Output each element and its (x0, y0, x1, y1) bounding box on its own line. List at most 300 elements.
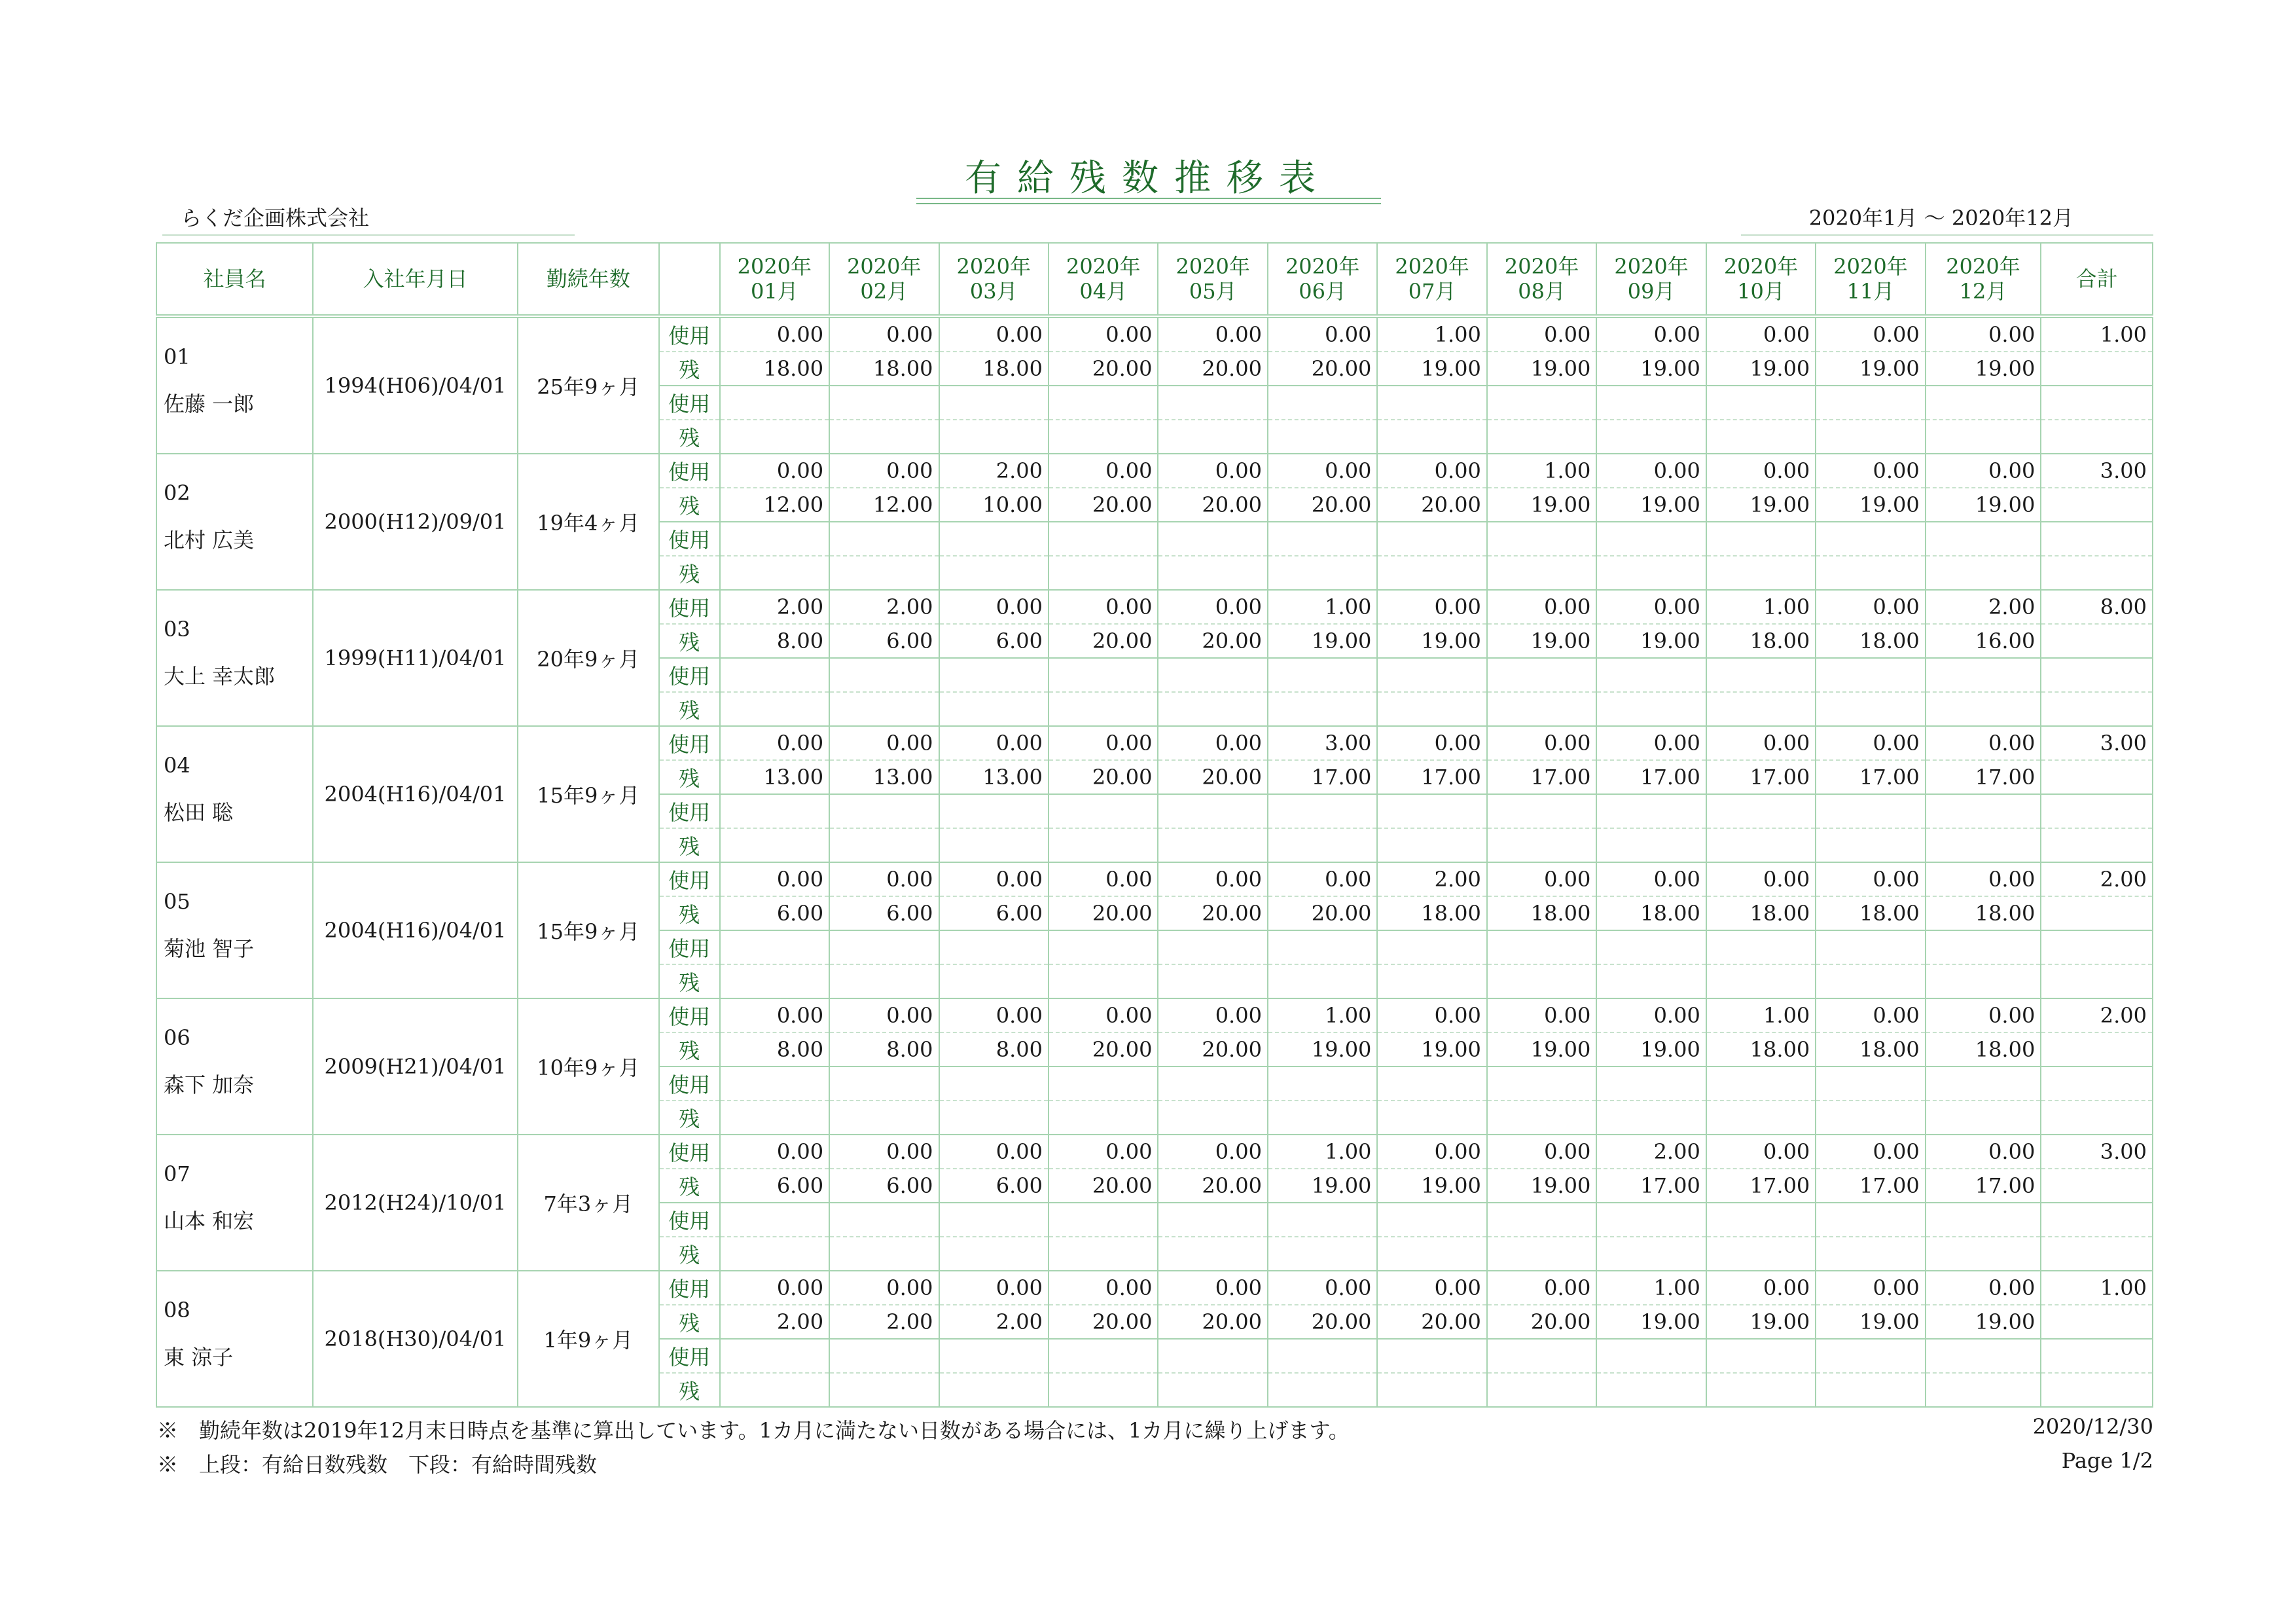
used-hours-cell (1158, 658, 1267, 692)
used-hours-cell (939, 522, 1049, 556)
header-month: 2020年 03月 (939, 243, 1049, 316)
table-row (156, 454, 2153, 488)
used-hours-cell (1268, 658, 1377, 692)
used-days-cell: 0.00 (1596, 316, 1706, 352)
used-days-cell: 0.00 (1049, 454, 1158, 488)
used-hours-cell (1158, 930, 1267, 964)
used-days-cell: 2.00 (829, 590, 939, 624)
remaining-hours-cell (939, 1237, 1049, 1271)
hire-date: 2012(H24)/10/01 (313, 1135, 518, 1271)
remaining-hours-cell (1049, 1373, 1158, 1407)
hours-total-cell (2041, 1203, 2153, 1237)
remaining-hours-cell (829, 692, 939, 726)
remaining-days-cell: 18.00 (1377, 896, 1486, 930)
remaining-hours-cell (1596, 1373, 1706, 1407)
employee-id: 04 (164, 753, 190, 778)
used-days-cell: 0.00 (720, 454, 829, 488)
used-days-cell: 0.00 (1926, 726, 2041, 760)
used-days-cell: 0.00 (939, 1271, 1049, 1305)
used-hours-cell (829, 930, 939, 964)
used-hours-cell (1377, 1067, 1486, 1101)
hours-total-cell (2041, 386, 2153, 420)
row-label-used: 使用 (659, 522, 720, 556)
remaining-days-cell: 2.00 (829, 1305, 939, 1339)
used-hours-cell (1049, 1203, 1158, 1237)
used-days-cell: 0.00 (1816, 1271, 1925, 1305)
used-days-cell: 2.00 (1596, 1135, 1706, 1169)
used-hours-cell (1377, 1203, 1486, 1237)
employee-name: 佐藤 一郎 (164, 392, 255, 416)
remaining-hours-cell (1706, 1101, 1816, 1135)
employee-name: 松田 聡 (164, 800, 234, 825)
remaining-total-cell (2041, 352, 2153, 386)
used-days-cell: 0.00 (720, 316, 829, 352)
remaining-days-cell: 20.00 (1158, 1305, 1267, 1339)
company-underline (162, 234, 575, 236)
document-title: 有給残数推移表 (965, 157, 1331, 200)
remaining-days-cell: 20.00 (1049, 896, 1158, 930)
header-tenure: 勤続年数 (518, 243, 659, 316)
used-days-cell: 0.00 (720, 998, 829, 1032)
used-hours-cell (829, 1067, 939, 1101)
used-hours-cell (1158, 522, 1267, 556)
used-days-cell: 0.00 (1596, 726, 1706, 760)
used-days-cell: 0.00 (1596, 454, 1706, 488)
used-hours-cell (1377, 794, 1486, 828)
used-hours-cell (1049, 658, 1158, 692)
remaining-hours-cell (1158, 964, 1267, 998)
used-days-cell: 2.00 (939, 454, 1049, 488)
remaining-days-cell: 8.00 (720, 1032, 829, 1067)
employee-cell (156, 998, 313, 1135)
remaining-total-cell (2041, 1032, 2153, 1067)
remaining-days-cell: 13.00 (720, 760, 829, 794)
employee-name: 菊池 智子 (164, 936, 255, 961)
used-days-cell: 0.00 (1158, 726, 1267, 760)
used-hours-cell (1487, 1203, 1596, 1237)
used-hours-cell (1268, 794, 1377, 828)
remaining-days-cell: 19.00 (1596, 624, 1706, 658)
remaining-hours-cell (1268, 828, 1377, 862)
used-days-cell: 0.00 (829, 1135, 939, 1169)
remaining-hours-cell (1926, 420, 2041, 454)
remaining-total-cell (2041, 488, 2153, 522)
used-total-cell: 2.00 (2041, 862, 2153, 896)
row-label-remain: 残 (659, 1169, 720, 1203)
used-hours-cell (1596, 1203, 1706, 1237)
used-days-cell: 2.00 (720, 590, 829, 624)
period-underline (1741, 234, 2153, 236)
remaining-hours-cell (1377, 420, 1486, 454)
used-hours-cell (1706, 1203, 1816, 1237)
used-days-cell: 1.00 (1706, 590, 1816, 624)
remaining-hours-cell (1816, 1101, 1925, 1135)
remaining-hours-cell (1268, 556, 1377, 590)
used-days-cell: 0.00 (720, 726, 829, 760)
used-days-cell: 1.00 (1377, 316, 1486, 352)
remaining-hours-cell (1158, 692, 1267, 726)
remaining-hours-cell (1268, 692, 1377, 726)
used-hours-cell (829, 794, 939, 828)
used-hours-cell (829, 658, 939, 692)
remaining-hours-cell (1816, 692, 1925, 726)
employee-cell (156, 1271, 313, 1407)
remaining-days-cell: 18.00 (1706, 624, 1816, 658)
used-hours-cell (1487, 794, 1596, 828)
used-hours-cell (1706, 658, 1816, 692)
title-underline (916, 198, 1381, 204)
remaining-hours-cell (1926, 964, 2041, 998)
used-hours-cell (1926, 1067, 2041, 1101)
used-days-cell: 0.00 (1926, 316, 2041, 352)
remaining-hours-cell (1706, 1237, 1816, 1271)
used-days-cell: 0.00 (1487, 590, 1596, 624)
remaining-days-cell: 18.00 (1816, 1032, 1925, 1067)
used-total-cell: 8.00 (2041, 590, 2153, 624)
employee-cell-inner (157, 591, 312, 723)
used-days-cell: 0.00 (1487, 862, 1596, 896)
header-month: 2020年 08月 (1487, 243, 1596, 316)
remaining-days-cell: 17.00 (1926, 760, 2041, 794)
remaining-hours-cell (1049, 420, 1158, 454)
employee-id: 01 (164, 344, 190, 369)
used-total-cell: 1.00 (2041, 1271, 2153, 1305)
used-days-cell: 0.00 (1377, 1135, 1486, 1169)
used-hours-cell (1706, 1067, 1816, 1101)
used-days-cell: 0.00 (1158, 862, 1267, 896)
remaining-days-cell: 18.00 (829, 352, 939, 386)
remaining-hours-cell (1158, 1373, 1267, 1407)
remaining-days-cell: 18.00 (1487, 896, 1596, 930)
used-days-cell: 0.00 (1268, 1271, 1377, 1305)
employee-id: 03 (164, 617, 190, 642)
remaining-total-cell (2041, 896, 2153, 930)
remaining-hours-cell (829, 964, 939, 998)
used-days-cell: 0.00 (1596, 998, 1706, 1032)
remaining-days-cell: 19.00 (1487, 1169, 1596, 1203)
remaining-days-cell: 19.00 (1487, 1032, 1596, 1067)
table-body (156, 316, 2153, 1407)
used-hours-cell (939, 1339, 1049, 1373)
used-hours-cell (1049, 794, 1158, 828)
remaining-hours-cell (1487, 1237, 1596, 1271)
used-hours-cell (1049, 1067, 1158, 1101)
leave-balance-table (156, 242, 2153, 1408)
remaining-days-cell: 8.00 (829, 1032, 939, 1067)
used-hours-cell (939, 1203, 1049, 1237)
remaining-hours-cell (1816, 828, 1925, 862)
used-days-cell: 0.00 (1816, 998, 1925, 1032)
used-days-cell: 0.00 (829, 1271, 939, 1305)
table-row (156, 1135, 2153, 1169)
employee-cell (156, 862, 313, 998)
table-row (156, 590, 2153, 624)
employee-cell (156, 1135, 313, 1271)
used-days-cell: 0.00 (1158, 590, 1267, 624)
used-hours-cell (1926, 794, 2041, 828)
hours-remaining-total-cell (2041, 420, 2153, 454)
row-label-used: 使用 (659, 316, 720, 352)
remaining-days-cell: 17.00 (1377, 760, 1486, 794)
used-days-cell: 0.00 (1377, 590, 1486, 624)
used-days-cell: 0.00 (720, 1135, 829, 1169)
remaining-hours-cell (829, 1373, 939, 1407)
used-days-cell: 0.00 (1049, 998, 1158, 1032)
remaining-days-cell: 12.00 (720, 488, 829, 522)
used-hours-cell (939, 794, 1049, 828)
remaining-days-cell: 19.00 (1926, 1305, 2041, 1339)
used-hours-cell (720, 386, 829, 420)
header-name: 社員名 (156, 243, 313, 316)
remaining-days-cell: 20.00 (1377, 488, 1486, 522)
used-days-cell: 0.00 (1926, 1135, 2041, 1169)
remaining-hours-cell (1596, 964, 1706, 998)
used-days-cell: 0.00 (1706, 726, 1816, 760)
used-hours-cell (1706, 522, 1816, 556)
used-hours-cell (1377, 658, 1486, 692)
tenure: 15年9ヶ月 (518, 726, 659, 862)
remaining-hours-cell (1158, 1101, 1267, 1135)
hours-remaining-total-cell (2041, 1373, 2153, 1407)
remaining-days-cell: 17.00 (1268, 760, 1377, 794)
used-hours-cell (1706, 930, 1816, 964)
remaining-hours-cell (1706, 1373, 1816, 1407)
used-hours-cell (1926, 522, 2041, 556)
remaining-hours-cell (1596, 692, 1706, 726)
remaining-days-cell: 6.00 (939, 896, 1049, 930)
remaining-days-cell: 17.00 (1596, 760, 1706, 794)
used-hours-cell (1487, 386, 1596, 420)
remaining-days-cell: 18.00 (1926, 1032, 2041, 1067)
remaining-hours-cell (720, 1237, 829, 1271)
used-hours-cell (1926, 658, 2041, 692)
remaining-days-cell: 17.00 (1706, 1169, 1816, 1203)
remaining-days-cell: 19.00 (1816, 488, 1925, 522)
tenure: 25年9ヶ月 (518, 316, 659, 454)
print-date: 2020/12/30 (2032, 1414, 2153, 1439)
used-hours-cell (1487, 658, 1596, 692)
used-hours-cell (1816, 930, 1925, 964)
used-hours-cell (829, 386, 939, 420)
used-hours-cell (720, 1067, 829, 1101)
remaining-hours-cell (1816, 420, 1925, 454)
used-days-cell: 0.00 (1487, 1271, 1596, 1305)
hire-date: 1994(H06)/04/01 (313, 316, 518, 454)
used-hours-cell (1158, 1339, 1267, 1373)
footnote-tenure: ※ 勤続年数は2019年12月末日時点を基準に算出しています。1カ月に満たない日数がある場合には、1カ月に繰り上げます。 (157, 1418, 1350, 1443)
used-days-cell: 0.00 (1158, 1271, 1267, 1305)
row-label-used: 使用 (659, 1203, 720, 1237)
hire-date: 2004(H16)/04/01 (313, 862, 518, 998)
remaining-hours-cell (829, 420, 939, 454)
tenure: 1年9ヶ月 (518, 1271, 659, 1407)
used-days-cell: 0.00 (1487, 316, 1596, 352)
used-hours-cell (1596, 1067, 1706, 1101)
remaining-total-cell (2041, 1305, 2153, 1339)
remaining-hours-cell (720, 556, 829, 590)
row-label-remain: 残 (659, 828, 720, 862)
remaining-hours-cell (1487, 420, 1596, 454)
remaining-days-cell: 20.00 (1049, 760, 1158, 794)
remaining-hours-cell (1487, 692, 1596, 726)
remaining-hours-cell (1596, 420, 1706, 454)
remaining-days-cell: 19.00 (1596, 488, 1706, 522)
remaining-total-cell (2041, 1169, 2153, 1203)
hours-remaining-total-cell (2041, 964, 2153, 998)
remaining-days-cell: 19.00 (1487, 624, 1596, 658)
used-days-cell: 0.00 (720, 862, 829, 896)
remaining-days-cell: 17.00 (1596, 1169, 1706, 1203)
row-label-used: 使用 (659, 1271, 720, 1305)
remaining-days-cell: 20.00 (1158, 760, 1267, 794)
used-days-cell: 0.00 (1377, 998, 1486, 1032)
remaining-days-cell: 20.00 (1158, 1032, 1267, 1067)
used-days-cell: 0.00 (1816, 590, 1925, 624)
used-hours-cell (720, 658, 829, 692)
row-label-used: 使用 (659, 454, 720, 488)
remaining-days-cell: 8.00 (720, 624, 829, 658)
remaining-hours-cell (829, 1237, 939, 1271)
used-days-cell: 0.00 (1158, 998, 1267, 1032)
remaining-days-cell: 19.00 (1268, 1169, 1377, 1203)
hours-remaining-total-cell (2041, 1237, 2153, 1271)
row-label-remain: 残 (659, 420, 720, 454)
row-label-used: 使用 (659, 1067, 720, 1101)
remaining-days-cell: 20.00 (1487, 1305, 1596, 1339)
row-label-remain: 残 (659, 352, 720, 386)
employee-cell-inner (157, 1271, 312, 1404)
remaining-total-cell (2041, 624, 2153, 658)
remaining-days-cell: 17.00 (1816, 1169, 1925, 1203)
used-days-cell: 1.00 (1487, 454, 1596, 488)
used-hours-cell (1268, 522, 1377, 556)
used-hours-cell (720, 794, 829, 828)
row-label-used: 使用 (659, 862, 720, 896)
employee-cell-inner (157, 999, 312, 1131)
remaining-days-cell: 17.00 (1706, 760, 1816, 794)
used-hours-cell (1487, 1339, 1596, 1373)
used-days-cell: 1.00 (1268, 590, 1377, 624)
remaining-hours-cell (1049, 556, 1158, 590)
header-month: 2020年 12月 (1926, 243, 2041, 316)
used-hours-cell (1816, 658, 1925, 692)
used-days-cell: 0.00 (1816, 454, 1925, 488)
used-hours-cell (720, 1339, 829, 1373)
used-days-cell: 0.00 (720, 1271, 829, 1305)
employee-cell-inner (157, 1135, 312, 1267)
header-month: 2020年 06月 (1268, 243, 1377, 316)
remaining-days-cell: 19.00 (1706, 488, 1816, 522)
used-days-cell: 0.00 (939, 590, 1049, 624)
employee-id: 07 (164, 1161, 190, 1186)
used-hours-cell (1926, 386, 2041, 420)
row-label-used: 使用 (659, 794, 720, 828)
used-days-cell: 0.00 (939, 862, 1049, 896)
tenure: 10年9ヶ月 (518, 998, 659, 1135)
used-hours-cell (1596, 794, 1706, 828)
remaining-days-cell: 19.00 (1487, 352, 1596, 386)
row-label-used: 使用 (659, 930, 720, 964)
used-days-cell: 2.00 (1377, 862, 1486, 896)
remaining-days-cell: 19.00 (1377, 352, 1486, 386)
used-days-cell: 0.00 (1049, 590, 1158, 624)
row-label-remain: 残 (659, 964, 720, 998)
used-hours-cell (1049, 522, 1158, 556)
remaining-hours-cell (1816, 1237, 1925, 1271)
used-days-cell: 0.00 (829, 998, 939, 1032)
hire-date: 2018(H30)/04/01 (313, 1271, 518, 1407)
remaining-hours-cell (1926, 556, 2041, 590)
remaining-days-cell: 16.00 (1926, 624, 2041, 658)
used-days-cell: 0.00 (1926, 998, 2041, 1032)
remaining-days-cell: 2.00 (939, 1305, 1049, 1339)
used-hours-cell (1816, 1339, 1925, 1373)
used-days-cell: 0.00 (1377, 1271, 1486, 1305)
used-days-cell: 0.00 (1706, 316, 1816, 352)
remaining-days-cell: 6.00 (829, 896, 939, 930)
used-hours-cell (1158, 1203, 1267, 1237)
used-days-cell: 0.00 (939, 726, 1049, 760)
used-days-cell: 1.00 (1706, 998, 1816, 1032)
employee-cell-inner (157, 863, 312, 995)
used-hours-cell (1268, 930, 1377, 964)
used-hours-cell (829, 522, 939, 556)
used-hours-cell (1816, 1067, 1925, 1101)
table-row (156, 998, 2153, 1032)
employee-cell (156, 590, 313, 726)
remaining-days-cell: 18.00 (1926, 896, 2041, 930)
employee-cell (156, 726, 313, 862)
remaining-hours-cell (1377, 1237, 1486, 1271)
remaining-hours-cell (1268, 420, 1377, 454)
remaining-hours-cell (720, 964, 829, 998)
used-days-cell: 0.00 (1158, 316, 1267, 352)
remaining-hours-cell (1816, 556, 1925, 590)
row-label-remain: 残 (659, 556, 720, 590)
used-days-cell: 0.00 (939, 998, 1049, 1032)
employee-id: 06 (164, 1025, 190, 1050)
row-label-used: 使用 (659, 658, 720, 692)
remaining-days-cell: 20.00 (1268, 1305, 1377, 1339)
employee-id: 02 (164, 481, 190, 505)
remaining-hours-cell (1049, 964, 1158, 998)
row-label-remain: 残 (659, 1032, 720, 1067)
used-days-cell: 0.00 (829, 862, 939, 896)
header-month: 2020年 01月 (720, 243, 829, 316)
used-hours-cell (1816, 522, 1925, 556)
used-hours-cell (1487, 522, 1596, 556)
remaining-days-cell: 17.00 (1487, 760, 1596, 794)
employee-cell (156, 454, 313, 590)
hours-remaining-total-cell (2041, 556, 2153, 590)
used-days-cell: 0.00 (1268, 862, 1377, 896)
remaining-days-cell: 8.00 (939, 1032, 1049, 1067)
hours-total-cell (2041, 930, 2153, 964)
remaining-hours-cell (1487, 1373, 1596, 1407)
remaining-hours-cell (1158, 828, 1267, 862)
hours-total-cell (2041, 794, 2153, 828)
remaining-days-cell: 6.00 (939, 624, 1049, 658)
remaining-hours-cell (1487, 556, 1596, 590)
remaining-hours-cell (720, 692, 829, 726)
used-days-cell: 2.00 (1926, 590, 2041, 624)
hire-date: 2009(H21)/04/01 (313, 998, 518, 1135)
remaining-hours-cell (1158, 1237, 1267, 1271)
row-label-used: 使用 (659, 590, 720, 624)
used-days-cell: 0.00 (939, 1135, 1049, 1169)
page-number: Page 1/2 (2061, 1448, 2153, 1473)
remaining-days-cell: 17.00 (1816, 760, 1925, 794)
